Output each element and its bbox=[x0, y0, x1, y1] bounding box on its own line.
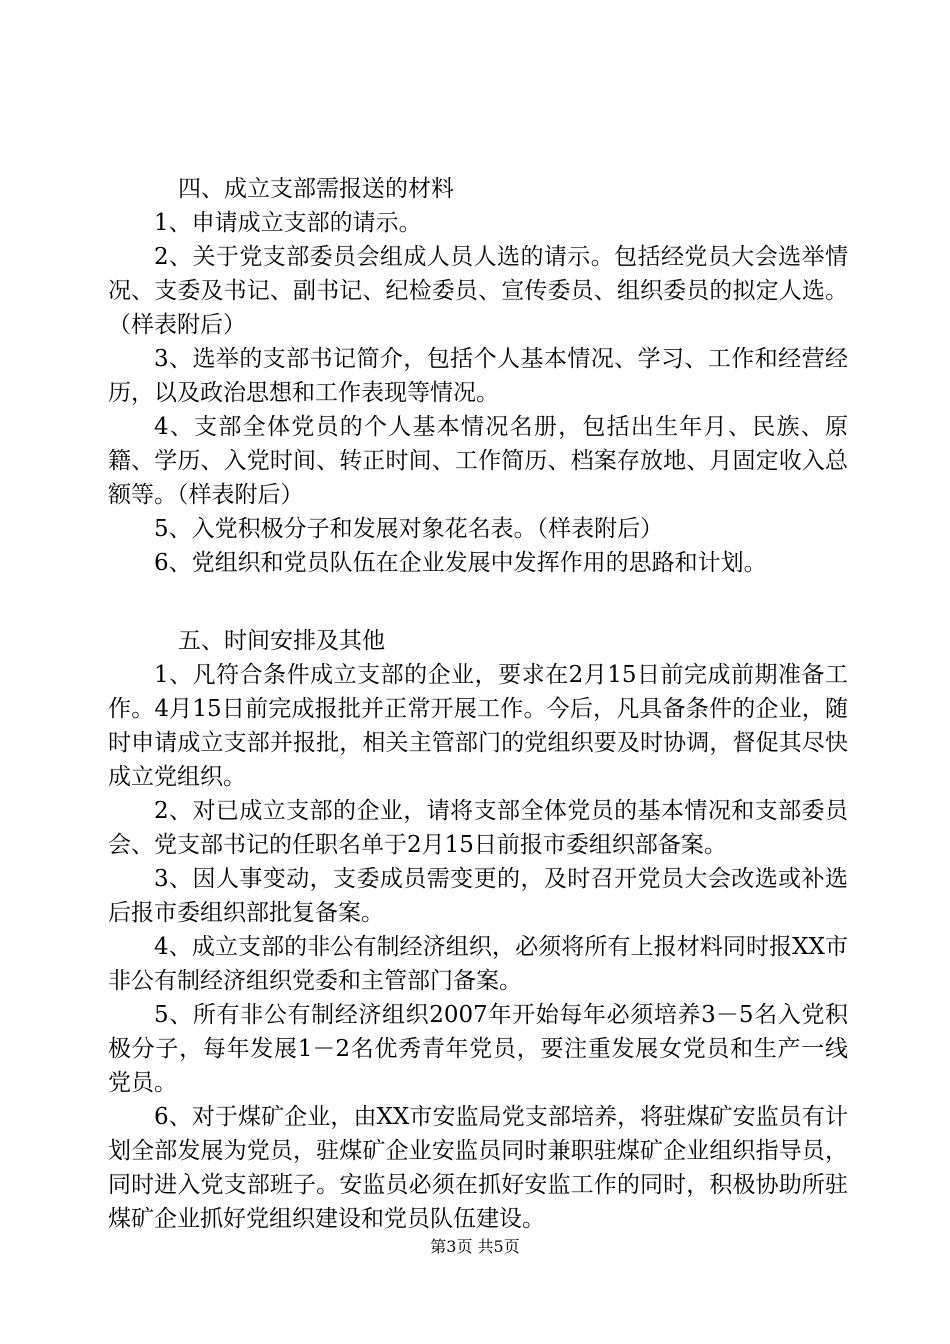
list-item: 1、申请成立支部的请示。 bbox=[154, 210, 422, 236]
list-item: 1、凡符合条件成立支部的企业，要求在2月15日前完成前期准备工作。4月15日前完成报批并正常开展工作。今后，凡具备条件的企业，随时申请成立支部并报批，相关主管部门的党组织要及时协调，督促其尽快成立党组织。 bbox=[108, 662, 848, 790]
list-item: 6、对于煤矿企业，由XX市安监局党支部培养，将驻煤矿安监员有计划全部发展为党员，驻煤矿企业安监员同时兼职驻煤矿企业组织指导员，同时进入党支部班子。安监员必须在抓好安监工作的同时，积极协助所驻煤矿企业抓好党组织建设和党员队伍建设。 bbox=[108, 1104, 848, 1232]
list-item: 4、支部全体党员的个人基本情况名册，包括出生年月、民族、原籍、学历、入党时间、转正时间、工作简历、档案存放地、月固定收入总额等。（样表附后） bbox=[108, 414, 848, 508]
list-item: 5、入党积极分子和发展对象花名表。（样表附后） bbox=[154, 516, 664, 542]
section-spacer bbox=[108, 580, 848, 624]
list-item: 4、成立支部的非公有制经济组织，必须将所有上报材料同时报XX市非公有制经济组织党委和主管部门备案。 bbox=[108, 934, 848, 994]
list-item: 2、关于党支部委员会组成人员人选的请示。包括经党员大会选举情况、支委及书记、副书记、纪检委员、宣传委员、组织委员的拟定人选。（样表附后） bbox=[108, 244, 848, 338]
section-heading: 四、成立支部需报送的材料 bbox=[178, 176, 454, 202]
list-item: 5、所有非公有制经济组织2007年开始每年必须培养3－5名入党积极分子，每年发展1－2名优秀青年党员，要注重发展女党员和生产一线党员。 bbox=[108, 1002, 848, 1096]
list-item: 3、因人事变动，支委成员需变更的，及时召开党员大会改选或补选后报市委组织部批复备案。 bbox=[108, 866, 848, 926]
document-body bbox=[108, 172, 848, 1236]
list-item: 3、选举的支部书记简介，包括个人基本情况、学习、工作和经营经历，以及政治思想和工作表现等情况。 bbox=[108, 346, 848, 406]
list-item: 6、党组织和党员队伍在企业发展中发挥作用的思路和计划。 bbox=[154, 550, 767, 576]
section-heading: 五、时间安排及其他 bbox=[178, 628, 385, 654]
page-footer: 第3页 共5页 bbox=[430, 1237, 520, 1256]
list-item: 2、对已成立支部的企业，请将支部全体党员的基本情况和支部委员会、党支部书记的任职名单于2月15日前报市委组织部备案。 bbox=[108, 798, 848, 858]
